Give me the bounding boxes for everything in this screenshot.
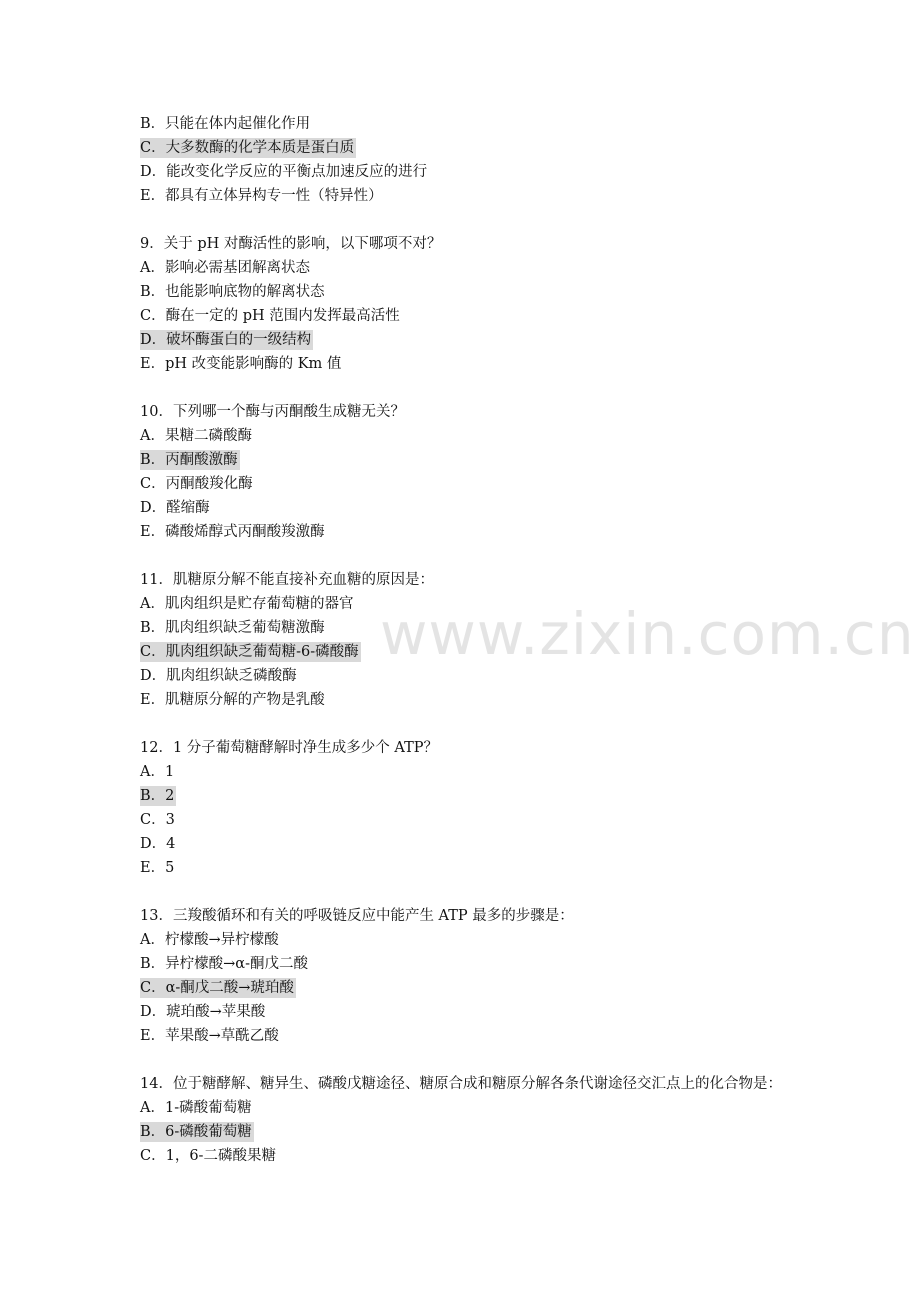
option-text: E．磷酸烯醇式丙酮酸羧激酶 bbox=[140, 524, 325, 540]
option bbox=[140, 1000, 800, 1024]
question-block bbox=[140, 736, 800, 880]
question-block bbox=[140, 904, 800, 1048]
option-text: B．丙酮酸激酶 bbox=[140, 452, 238, 468]
question-stem: 13．三羧酸循环和有关的呼吸链反应中能产生 ATP 最多的步骤是： bbox=[140, 908, 574, 924]
option bbox=[140, 952, 800, 976]
question-block bbox=[140, 1072, 800, 1168]
option bbox=[140, 1096, 800, 1120]
option-text: C．大多数酶的化学本质是蛋白质 bbox=[140, 140, 355, 156]
option bbox=[140, 496, 800, 520]
option bbox=[140, 856, 800, 880]
option bbox=[140, 808, 800, 832]
watermark: www.zixin.com.cn bbox=[380, 600, 915, 668]
option bbox=[140, 304, 800, 328]
option-text: C．肌肉组织缺乏葡萄糖-6-磷酸酶 bbox=[140, 644, 359, 660]
option bbox=[140, 112, 800, 136]
option-correct bbox=[140, 784, 800, 808]
option-text: D．4 bbox=[140, 836, 176, 852]
option-text: B．只能在体内起催化作用 bbox=[140, 116, 311, 132]
option-text: D．醛缩酶 bbox=[140, 500, 210, 516]
option bbox=[140, 928, 800, 952]
option bbox=[140, 832, 800, 856]
option-text: D．琥珀酸→苹果酸 bbox=[140, 1004, 266, 1020]
option bbox=[140, 688, 800, 712]
option-text: C．1，6-二磷酸果糖 bbox=[140, 1148, 276, 1164]
question-stem: 11．肌糖原分解不能直接补充血糖的原因是： bbox=[140, 572, 434, 588]
question-stem: 14．位于糖酵解、糖异生、磷酸戊糖途径、糖原合成和糖原分解各条代谢途径交汇点上的化合物是： bbox=[140, 1076, 782, 1092]
option-text: E．都具有立体异构专一性（特异性） bbox=[140, 188, 383, 204]
option-correct bbox=[140, 448, 800, 472]
option bbox=[140, 1144, 800, 1168]
option-correct bbox=[140, 1120, 800, 1144]
option-text: E．肌糖原分解的产物是乳酸 bbox=[140, 692, 325, 708]
option bbox=[140, 256, 800, 280]
option-text: A．肌肉组织是贮存葡萄糖的器官 bbox=[140, 596, 354, 612]
option-text: C．α-酮戊二酸→琥珀酸 bbox=[140, 980, 294, 996]
option-text: B．6-磷酸葡萄糖 bbox=[140, 1124, 252, 1140]
option bbox=[140, 1024, 800, 1048]
option-text: E．pH 改变能影响酶的 Km 值 bbox=[140, 356, 342, 372]
option-text: B．异柠檬酸→α-酮戊二酸 bbox=[140, 956, 308, 972]
option bbox=[140, 160, 800, 184]
option-correct bbox=[140, 328, 800, 352]
option bbox=[140, 472, 800, 496]
question-list bbox=[140, 232, 800, 1168]
option-text: D．肌肉组织缺乏磷酸酶 bbox=[140, 668, 297, 684]
option bbox=[140, 184, 800, 208]
option-text: B．也能影响底物的解离状态 bbox=[140, 284, 325, 300]
option-text: D．破坏酶蛋白的一级结构 bbox=[140, 332, 312, 348]
question-block bbox=[140, 232, 800, 376]
question-stem: 10．下列哪一个酶与丙酮酸生成糖无关？ bbox=[140, 404, 405, 420]
option-text: A．果糖二磷酸酶 bbox=[140, 428, 252, 444]
option-text: B．2 bbox=[140, 788, 175, 804]
option-text: E．5 bbox=[140, 860, 175, 876]
question-stem: 9．关于 pH 对酶活性的影响，以下哪项不对？ bbox=[140, 236, 442, 252]
question-block bbox=[140, 400, 800, 544]
option-text: A．1 bbox=[140, 764, 175, 780]
option-text: C．丙酮酸羧化酶 bbox=[140, 476, 253, 492]
option bbox=[140, 760, 800, 784]
option-text: D．能改变化学反应的平衡点加速反应的进行 bbox=[140, 164, 428, 180]
option-text: E．苹果酸→草酰乙酸 bbox=[140, 1028, 279, 1044]
option bbox=[140, 424, 800, 448]
option-correct bbox=[140, 976, 800, 1000]
option bbox=[140, 352, 800, 376]
option bbox=[140, 280, 800, 304]
option-text: C．酶在一定的 pH 范围内发挥最高活性 bbox=[140, 308, 400, 324]
option-correct bbox=[140, 136, 800, 160]
question-stem: 12．1 分子葡萄糖酵解时净生成多少个 ATP？ bbox=[140, 740, 438, 756]
option-text: A．柠檬酸→异柠檬酸 bbox=[140, 932, 279, 948]
option-text: C．3 bbox=[140, 812, 175, 828]
option-text: A．影响必需基团解离状态 bbox=[140, 260, 310, 276]
question-8-partial bbox=[140, 112, 800, 208]
option bbox=[140, 520, 800, 544]
option-text: B．肌肉组织缺乏葡萄糖激酶 bbox=[140, 620, 325, 636]
option-text: A．1-磷酸葡萄糖 bbox=[140, 1100, 252, 1116]
